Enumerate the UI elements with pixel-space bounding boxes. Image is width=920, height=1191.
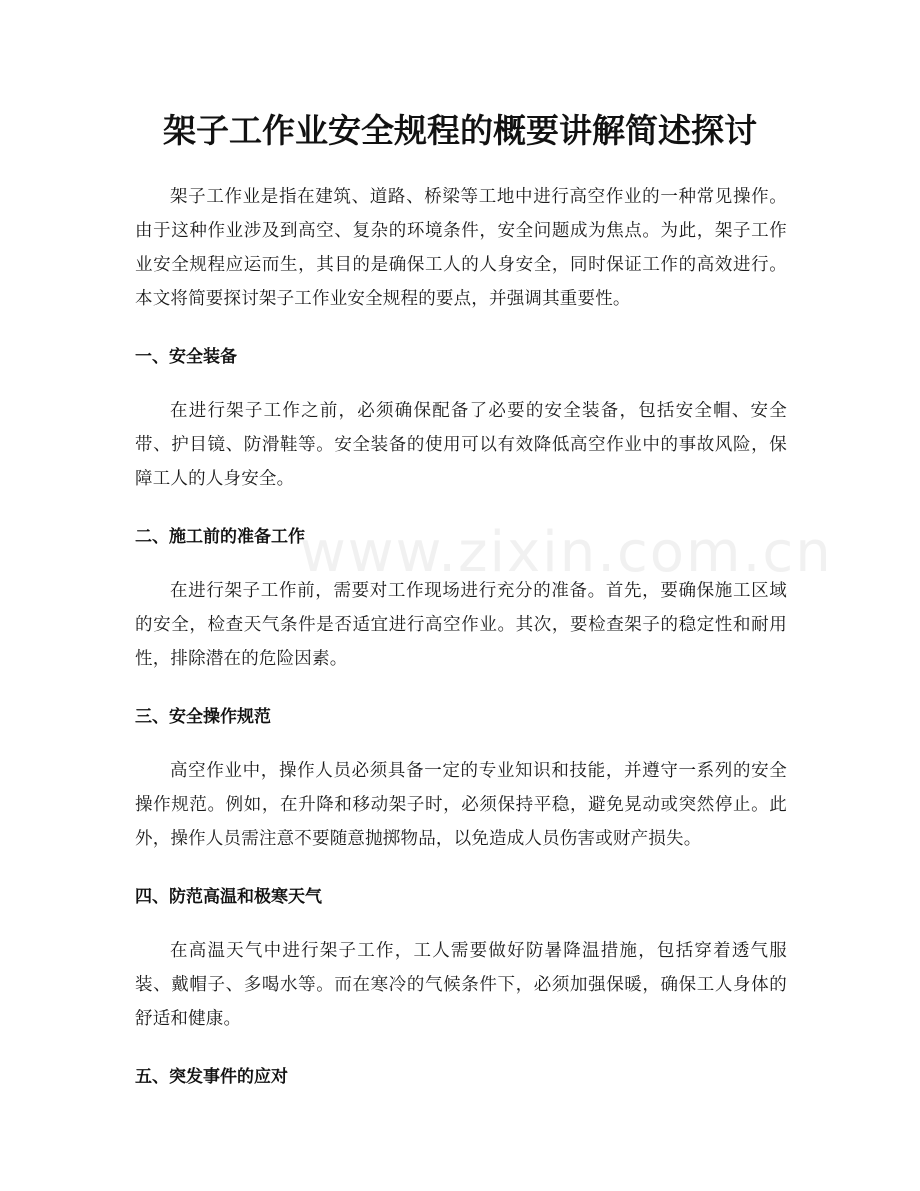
section-body-3: 高空作业中，操作人员必须具备一定的专业知识和技能，并遵守一系列的安全操作规范。例如，在升降和移动架子时，必须保持平稳，避免晃动或突然停止。此外，操作人员需注意不要随意抛掷物品，以免造成人员伤害或财产损失。 <box>135 761 787 849</box>
section-body-4: 在高温天气中进行架子工作，工人需要做好防暑降温措施，包括穿着透气服装、戴帽子、多喝水等。而在寒冷的气候条件下，必须加强保暖，确保工人身体的舒适和健康。 <box>135 941 787 1029</box>
watermark: www.zixin.com.cn <box>300 520 833 585</box>
section-heading-5: 五、突发事件的应对 <box>135 1067 288 1087</box>
document-title: 架子工作业安全规程的概要讲解简述探讨 <box>163 111 757 150</box>
section-heading-1: 一、安全装备 <box>135 347 237 367</box>
intro-paragraph: 架子工作业是指在建筑、道路、桥梁等工地中进行高空作业的一种常见操作。由于这种作业涉及到高空、复杂的环境条件，安全问题成为焦点。为此，架子工作业安全规程应运而生，其目的是确保工人的人身安全，同时保证工作的高效进行。本文将简要探讨架子工作业安全规程的要点，并强调其重要性。 <box>135 187 787 309</box>
section-heading-4: 四、防范高温和极寒天气 <box>135 887 322 907</box>
section-heading-3: 三、安全操作规范 <box>135 707 271 727</box>
section-heading-2: 二、施工前的准备工作 <box>135 527 305 547</box>
section-body-1: 在进行架子工作之前，必须确保配备了必要的安全装备，包括安全帽、安全带、护目镜、防滑鞋等。安全装备的使用可以有效降低高空作业中的事故风险，保障工人的人身安全。 <box>135 401 787 489</box>
document-body <box>135 180 833 1094</box>
section-body-2: 在进行架子工作前，需要对工作现场进行充分的准备。首先，要确保施工区域的安全，检查天气条件是否适宜进行高空作业。其次，要检查架子的稳定性和耐用性，排除潜在的危险因素。 <box>135 581 787 669</box>
